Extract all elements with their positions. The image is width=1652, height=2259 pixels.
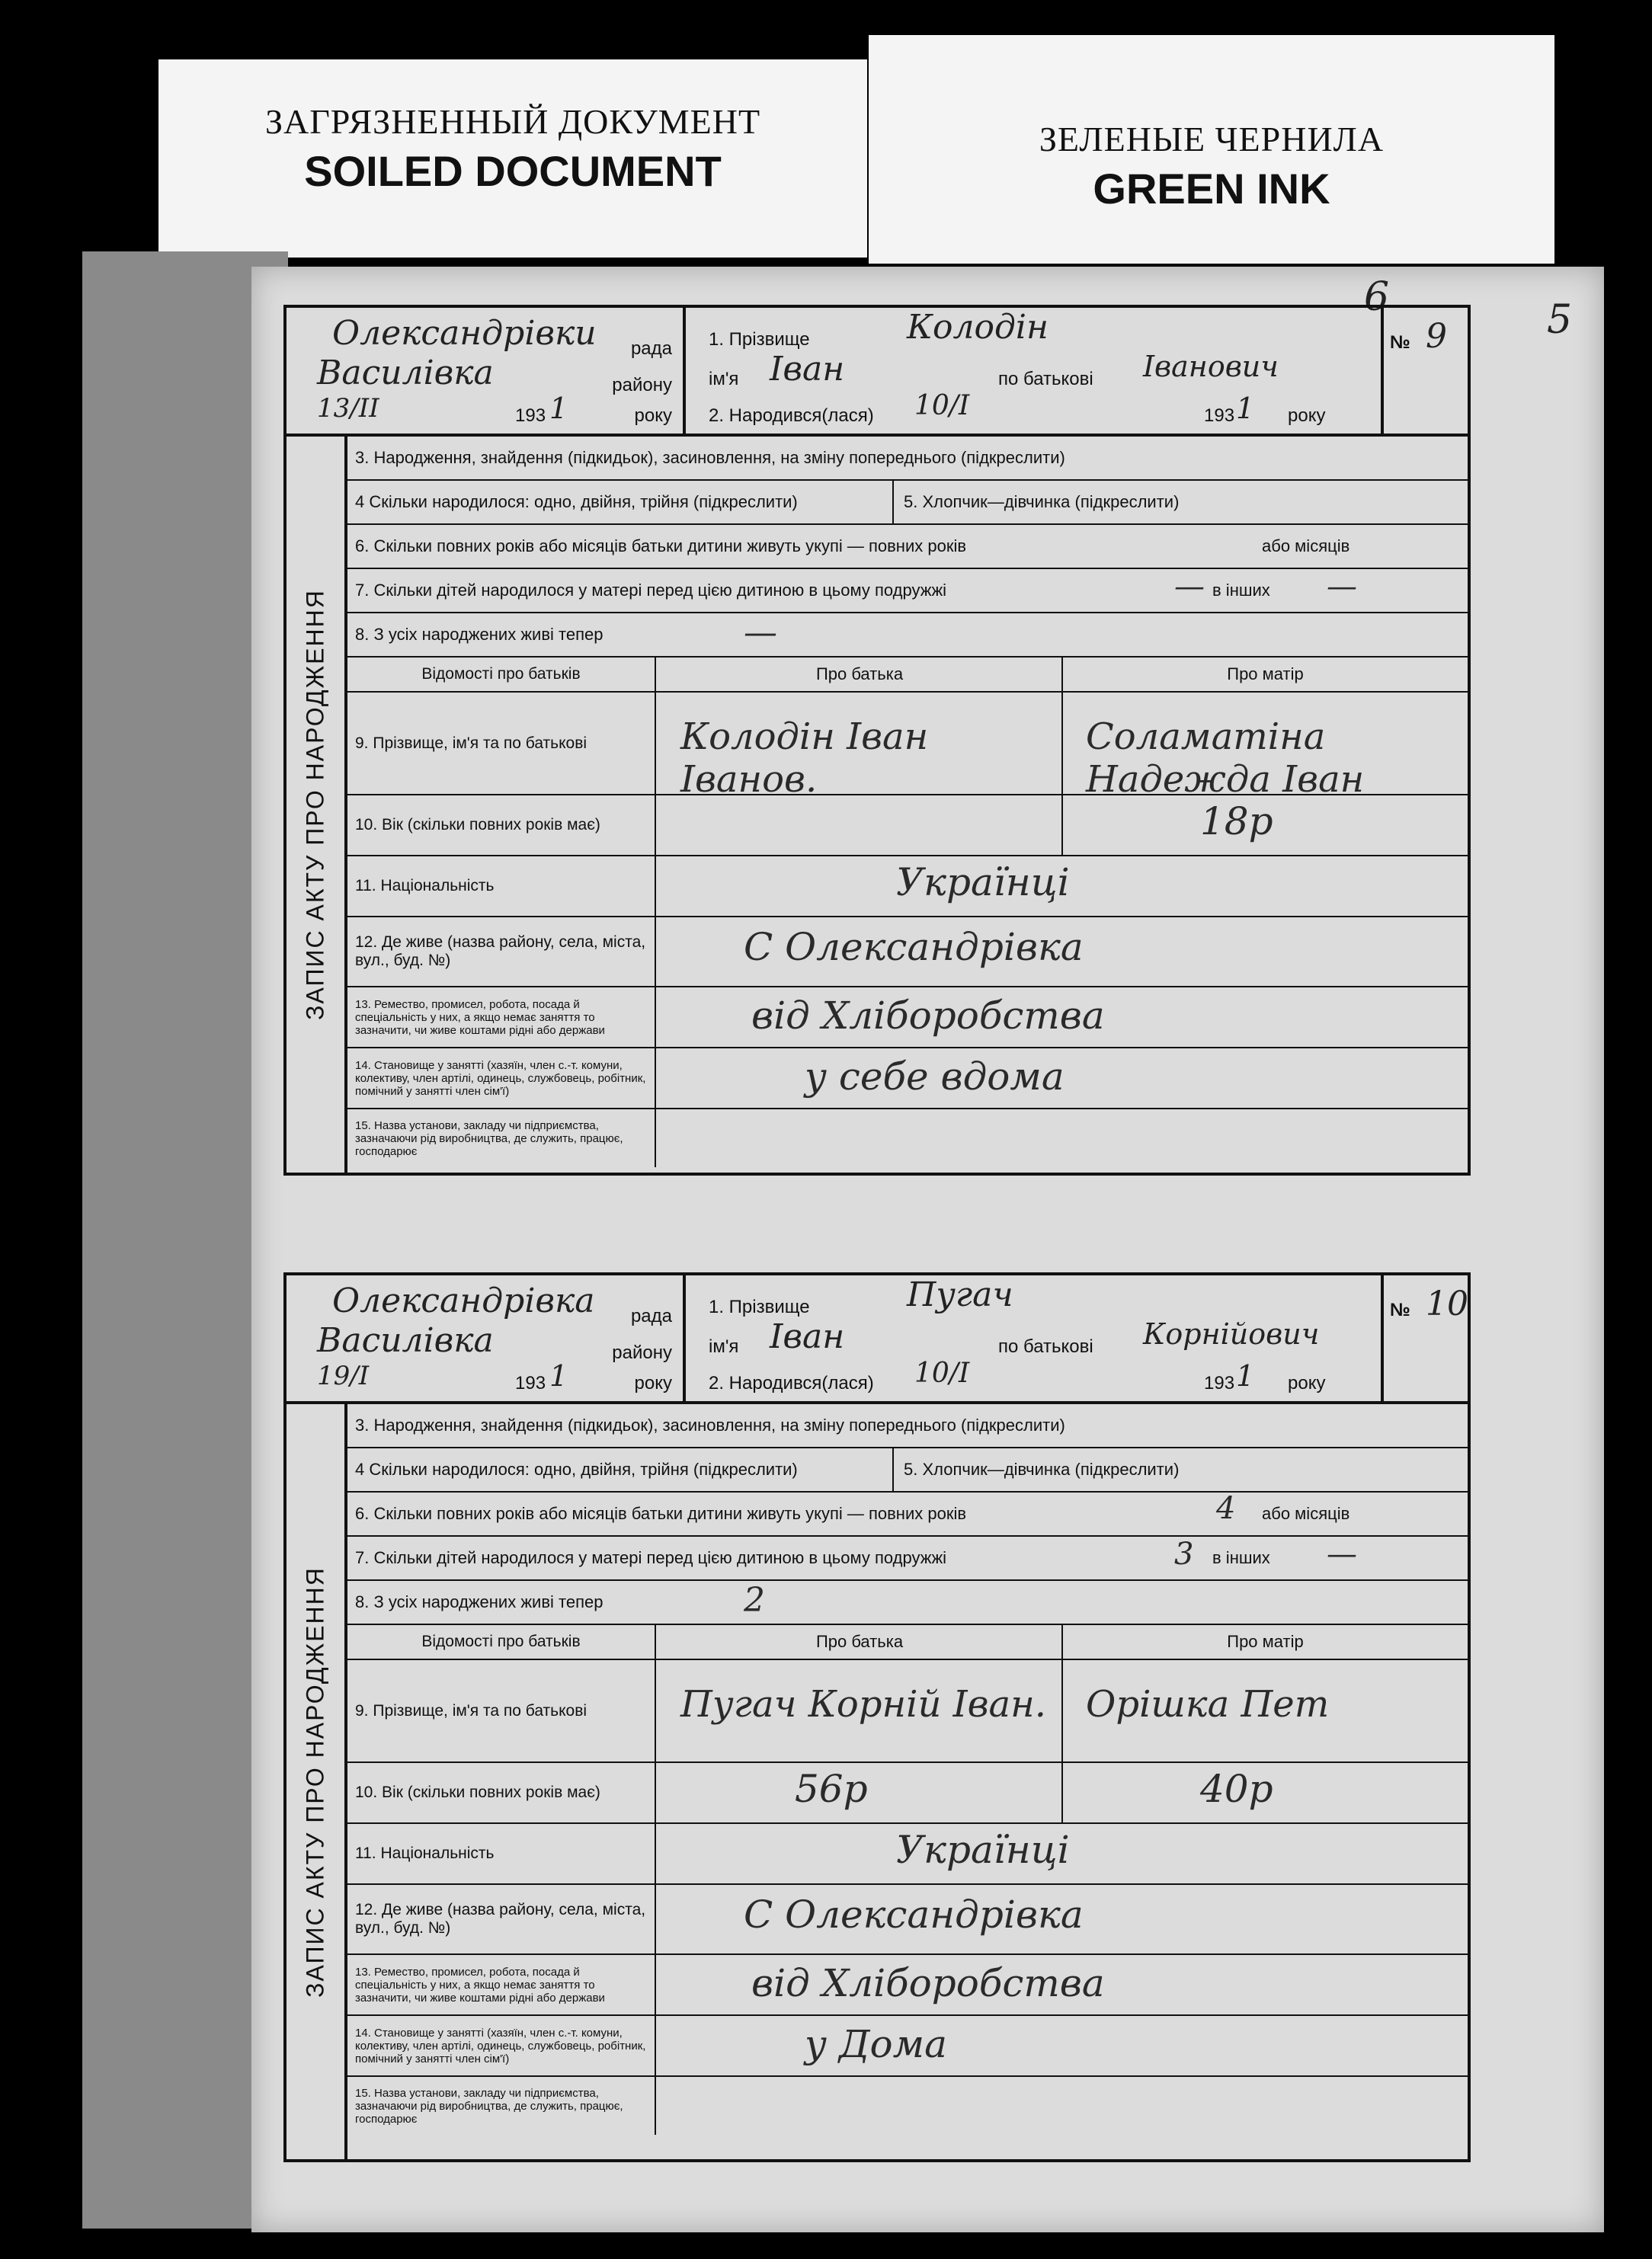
year-prefix: 193: [515, 405, 546, 426]
father-header: Про батька: [658, 1625, 1063, 1659]
row-8: [347, 1581, 1468, 1625]
record-body: [347, 1404, 1468, 2159]
birth-date: 10/I: [914, 390, 970, 421]
row-9: [347, 1660, 1468, 1763]
record-number: 9: [1426, 317, 1447, 356]
number-label: №: [1390, 332, 1410, 353]
row-8-alive: 2: [744, 1581, 765, 1620]
row-7b-label: в інших: [1212, 581, 1270, 600]
page-number-mark-2: 5: [1547, 297, 1573, 343]
born-year-prefix: 193: [1204, 405, 1235, 426]
row-6b-label: або місяців: [1262, 1504, 1350, 1523]
parents-header-label: Відомості про батьків: [347, 658, 656, 691]
row-12-label: 12. Де живе (назва району, села, міста, вул., буд. №): [347, 917, 656, 986]
row-3-label: 3. Народження, знайдення (підкидьок), засиновлення, на зміну попереднього (підкреслити): [355, 1416, 1065, 1435]
mother-age: 40р: [1200, 1767, 1273, 1811]
record-number: 10: [1426, 1285, 1468, 1323]
child-surname: Колодін: [907, 308, 1049, 347]
row-14-label: 14. Становище у занятті (хазяїн, член с.-т. комуни, колективу, член артілі, одинець, службовець, робітник, помічний у занятті член сім'ї): [347, 1048, 656, 1108]
surname-label: 1. Прізвище: [709, 329, 810, 350]
row-15: [347, 1109, 1468, 1167]
row-10-label: 10. Вік (скільки повних років має): [347, 795, 656, 855]
child-info: [686, 1275, 1468, 1401]
child-info: [686, 308, 1468, 434]
row-6b-label: або місяців: [1262, 536, 1350, 555]
row-11: [347, 856, 1468, 917]
row-14: [347, 2016, 1468, 2077]
vertical-title: [287, 1404, 347, 2159]
child-patronymic: Корнійович: [1143, 1317, 1320, 1351]
row-10: [347, 1763, 1468, 1824]
child-name: Іван: [770, 350, 845, 389]
rada-name: Олександрівка: [332, 1281, 595, 1320]
soiled-label-ru: ЗАГРЯЗНЕННЫЙ ДОКУМЕНТ: [264, 102, 761, 141]
born-year-digit: 1: [1236, 1359, 1255, 1393]
row-5-label: 5. Хлопчик—дівчинка (підкреслити): [904, 492, 1180, 511]
parents-header: [347, 1625, 1468, 1660]
row-9-label: 9. Прізвище, ім'я та по батькові: [347, 1660, 656, 1761]
row-3: [347, 1404, 1468, 1448]
row-8: [347, 613, 1468, 658]
row-15-label: 15. Назва установи, закладу чи підприємства, зазначаючи рід виробництва, де служить, працює, господарює: [347, 2077, 656, 2135]
row-7: [347, 569, 1468, 613]
residence: С Олександрівка: [744, 925, 1084, 969]
mother-header: Про матір: [1227, 1632, 1304, 1651]
row-4-label: 4 Скільки народилося: одно, двійня, трійня (підкреслити): [355, 492, 798, 511]
rada-label: рада: [630, 1306, 672, 1326]
born-label: 2. Народився(лася): [709, 405, 874, 426]
child-patronymic: Іванович: [1143, 350, 1279, 383]
born-year-digit: 1: [1236, 392, 1255, 425]
row-7-label: 7. Скільки дітей народилося у матері перед цією дитиною в цьому подружжі: [355, 581, 947, 600]
birth-date: 10/I: [914, 1358, 970, 1389]
row-3-label: 3. Народження, знайдення (підкидьок), засиновлення, на зміну попереднього (підкреслити): [355, 448, 1065, 467]
father-header: Про батька: [658, 658, 1063, 691]
row-4-5: [347, 1448, 1468, 1493]
row-6-years: 4: [1216, 1491, 1236, 1526]
name-label: ім'я: [709, 369, 739, 389]
residence: С Олександрівка: [744, 1893, 1084, 1937]
raion-label: району: [612, 375, 672, 395]
row-9: [347, 693, 1468, 801]
surname-label: 1. Прізвище: [709, 1297, 810, 1317]
record-number-box: [1381, 1275, 1468, 1401]
patronymic-label: по батькові: [998, 1336, 1093, 1357]
mother-age: 18р: [1200, 799, 1273, 843]
child-name: Іван: [770, 1317, 845, 1356]
green-ink-label: [869, 35, 1554, 264]
record-header: [287, 1275, 1468, 1404]
row-4-label: 4 Скільки народилося: одно, двійня, трійня (підкреслити): [355, 1460, 798, 1479]
parents-header-label: Відомості про батьків: [347, 1625, 656, 1659]
row-15-label: 15. Назва установи, закладу чи підприємства, зазначаючи рід виробництва, де служить, працює, господарює: [347, 1109, 656, 1167]
year-digit: 1: [549, 392, 568, 425]
row-6-label: 6. Скільки повних років або місяців батьки дитини живуть укупі — повних років: [355, 1504, 967, 1523]
row-8-alive: —: [744, 613, 777, 652]
father-name: Пугач Корній Іван.: [680, 1683, 1046, 1726]
row-8-label: 8. З усіх народжених живі тепер: [355, 1592, 603, 1611]
born-year-prefix: 193: [1204, 1373, 1235, 1393]
page-number-mark: 6: [1364, 274, 1390, 320]
row-13-label: 13. Ремество, промисел, робота, посада й спеціальність у них, а якщо немає заняття то зазначити, чи живе коштами рідні або держави: [347, 1955, 656, 2014]
row-12: [347, 1885, 1468, 1955]
position: у Дома: [805, 2022, 947, 2066]
vertical-title: [287, 437, 347, 1173]
occupation: від Хліборобства: [751, 1961, 1105, 2005]
position: у себе вдома: [805, 1054, 1065, 1099]
child-surname: Пугач: [907, 1275, 1013, 1314]
row-9-label: 9. Прізвище, ім'я та по батькові: [347, 693, 656, 794]
row-7-other: —: [1327, 569, 1357, 604]
row-8-label: 8. З усіх народжених живі тепер: [355, 625, 603, 644]
raion-name: Василівка: [317, 1321, 494, 1360]
row-4-divider: [892, 481, 894, 523]
row-14-label: 14. Становище у занятті (хазяїн, член с.-т. комуни, колективу, член артілі, одинець, службовець, робітник, помічний у занятті член сім'ї): [347, 2016, 656, 2075]
row-13: [347, 1955, 1468, 2016]
record-number-box: [1381, 308, 1468, 434]
row-11-label: 11. Національність: [347, 856, 656, 916]
birth-record-2: [283, 1272, 1471, 2162]
soiled-label-en: SOILED DOCUMENT: [304, 147, 722, 195]
ink-label-ru: ЗЕЛЕНЫЕ ЧЕРНИЛА: [1039, 120, 1385, 158]
vertical-title-text: ЗАПИС АКТУ ПРО НАРОДЖЕННЯ: [301, 589, 329, 1020]
row-10-label: 10. Вік (скільки повних років має): [347, 1763, 656, 1822]
row-10: [347, 795, 1468, 856]
row-13: [347, 987, 1468, 1048]
parents-header: [347, 658, 1468, 693]
soiled-document-label: [158, 59, 867, 258]
row-6: [347, 525, 1468, 569]
registration-date: 13/II: [317, 393, 379, 424]
row-7-count: 3: [1174, 1537, 1194, 1572]
record-body: [347, 437, 1468, 1173]
roku-label: року: [634, 1373, 672, 1393]
raion-label: району: [612, 1342, 672, 1363]
row-4-divider: [892, 1448, 894, 1491]
row-7b-label: в інших: [1212, 1548, 1270, 1567]
birth-record-1: [283, 305, 1471, 1176]
name-label: ім'я: [709, 1336, 739, 1357]
row-6: [347, 1493, 1468, 1537]
mother-header: Про матір: [1227, 664, 1304, 683]
father-age: 56р: [795, 1767, 868, 1811]
row-4-5: [347, 481, 1468, 525]
row-12-label: 12. Де живе (назва району, села, міста, вул., буд. №): [347, 1885, 656, 1953]
row-5-label: 5. Хлопчик—дівчинка (підкреслити): [904, 1460, 1180, 1479]
registration-date: 19/I: [317, 1361, 370, 1391]
number-label: №: [1390, 1300, 1410, 1320]
year-prefix: 193: [515, 1373, 546, 1393]
record-header: [287, 308, 1468, 437]
raion-name: Василівка: [317, 354, 494, 392]
registry-office: [287, 1275, 686, 1401]
father-name: Колодін Іван Іванов.: [680, 715, 929, 801]
row-12: [347, 917, 1468, 987]
nationality: Українці: [896, 1828, 1070, 1872]
rada-label: рада: [630, 338, 672, 359]
nationality: Українці: [896, 860, 1070, 904]
year-digit: 1: [549, 1359, 568, 1393]
row-11-label: 11. Національність: [347, 1824, 656, 1883]
row-7-other: —: [1327, 1537, 1357, 1572]
born-roku-label: року: [1288, 405, 1326, 426]
mother-name: Соламатіна Надежда Іван: [1086, 715, 1365, 801]
row-13-label: 13. Ремество, промисел, робота, посада й спеціальність у них, а якщо немає заняття то зазначити, чи живе коштами рідні або держави: [347, 987, 656, 1047]
mother-name: Орішка Пет: [1086, 1683, 1330, 1726]
row-15: [347, 2077, 1468, 2135]
patronymic-label: по батькові: [998, 369, 1093, 389]
row-6-label: 6. Скільки повних років або місяців батьки дитини живуть укупі — повних років: [355, 536, 967, 555]
registry-office: [287, 308, 686, 434]
row-11: [347, 1824, 1468, 1885]
born-roku-label: року: [1288, 1373, 1326, 1393]
occupation: від Хліборобства: [751, 994, 1105, 1038]
row-14: [347, 1048, 1468, 1109]
roku-label: року: [634, 405, 672, 426]
row-7-label: 7. Скільки дітей народилося у матері перед цією дитиною в цьому подружжі: [355, 1548, 947, 1567]
born-label: 2. Народився(лася): [709, 1373, 874, 1393]
rada-name: Олександрівки: [332, 314, 597, 353]
row-7: [347, 1537, 1468, 1581]
ink-label-en: GREEN INK: [1093, 165, 1330, 213]
row-3: [347, 437, 1468, 481]
row-7-count: —: [1174, 569, 1205, 604]
vertical-title-text: ЗАПИС АКТУ ПРО НАРОДЖЕННЯ: [301, 1566, 329, 1998]
